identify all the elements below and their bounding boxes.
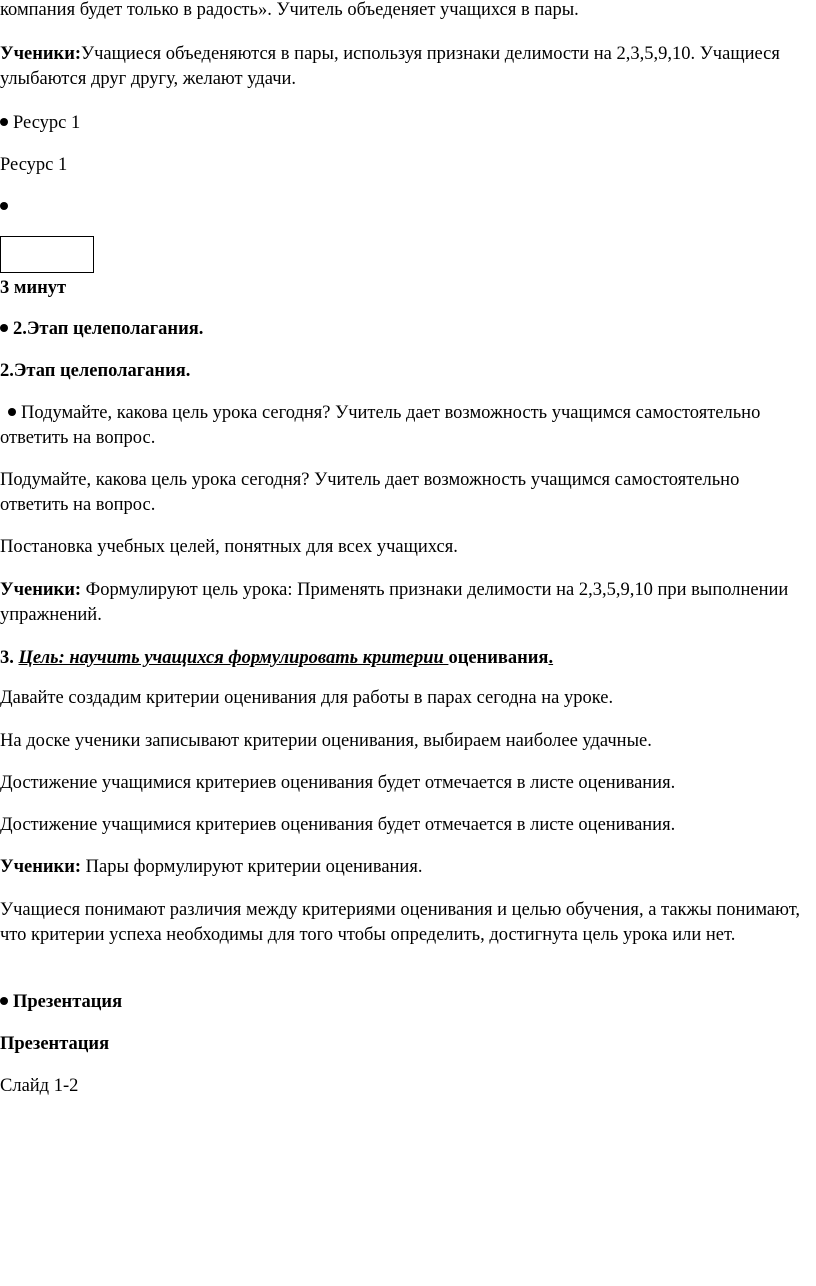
understanding-text: Учащиеся понимают различия между критериями оценивания и целью обучения, а такжы понимают, что критерии успеха необходимы для того чтобы определить, достигнута цель урока или нет. bbox=[0, 900, 801, 945]
bullet-presentation bbox=[0, 990, 806, 1015]
intro-text: компания будет только в радость». Учитель объеденяет учащихся в пары. bbox=[0, 0, 579, 20]
create-criteria-text: Давайте создадим критерии оценивания для работы в парах сегодна на уроке. bbox=[0, 688, 614, 708]
students-pairs-text: Учащиеся объеденяются в пары, используя признаки делимости на 2,3,5,9,10. Учащиеся улыбаются друг другу, желают удачи. bbox=[0, 44, 780, 89]
criteria-goal-number: 3. bbox=[0, 648, 19, 668]
time-text: 3 минут bbox=[0, 278, 67, 298]
paragraph-students-formulate bbox=[0, 578, 806, 628]
criteria-goal-italic: Цель: научить учащихся формулировать критерии bbox=[18, 648, 449, 668]
paragraph-achievement-2 bbox=[0, 813, 806, 838]
paragraph-board bbox=[0, 729, 806, 754]
bullet-icon bbox=[0, 324, 8, 332]
bullet-icon bbox=[0, 202, 8, 210]
achievement-text-1: Достижение учащимися критериев оценивания будет отмечается в листе оценивания. bbox=[0, 773, 676, 793]
bullet-icon bbox=[0, 118, 8, 126]
paragraph-resource bbox=[0, 153, 806, 178]
empty-frame-box bbox=[0, 236, 94, 273]
goals-setting-text: Постановка учебных целей, понятных для всех учащихся. bbox=[0, 537, 458, 557]
paragraph-slide bbox=[0, 1074, 806, 1099]
bullet-resource bbox=[0, 111, 806, 136]
paragraph-question bbox=[0, 468, 806, 518]
achievement-text-2: Достижение учащимися критериев оценивания будет отмечается в листе оценивания. bbox=[0, 815, 676, 835]
bullet-icon bbox=[0, 997, 8, 1005]
board-text: На доске ученики записывают критерии оценивания, выбираем наиболее удачные. bbox=[0, 731, 652, 751]
paragraph-understanding bbox=[0, 898, 806, 948]
paragraph-criteria-goal bbox=[0, 646, 806, 671]
paragraph-students-pairs bbox=[0, 42, 806, 92]
bullet-icon bbox=[8, 408, 16, 416]
paragraph-time bbox=[0, 276, 806, 301]
goal-stage-text: 2.Этап целеполагания. bbox=[0, 361, 191, 381]
resource-text: Ресурс 1 bbox=[0, 155, 68, 175]
paragraph-students-criteria bbox=[0, 855, 806, 880]
paragraph-presentation bbox=[0, 1032, 806, 1057]
paragraph-create-criteria bbox=[0, 686, 806, 711]
presentation-text: Презентация bbox=[0, 1034, 110, 1054]
bullet-goal-stage bbox=[0, 317, 806, 342]
paragraph-goal-stage bbox=[0, 359, 806, 384]
bullet-question-text: Подумайте, какова цель урока сегодня? Учитель дает возможность учащимся самостоятельно ответить на вопрос. bbox=[0, 403, 761, 448]
paragraph-intro bbox=[0, 0, 806, 23]
students-label: Ученики: bbox=[0, 44, 82, 64]
bullet-resource-text: Ресурс 1 bbox=[13, 113, 81, 133]
question-text: Подумайте, какова цель урока сегодня? Учитель дает возможность учащимся самостоятельно ответить на вопрос. bbox=[0, 470, 740, 515]
criteria-goal-dot: . bbox=[548, 648, 554, 668]
slide-text: Слайд 1-2 bbox=[0, 1076, 79, 1096]
paragraph-achievement-1 bbox=[0, 771, 806, 796]
bullet-question bbox=[0, 401, 806, 451]
criteria-goal-rest: оценивания bbox=[448, 648, 549, 668]
students-label: Ученики: bbox=[0, 857, 82, 877]
bullet-goal-stage-text: 2.Этап целеполагания. bbox=[13, 319, 204, 339]
students-formulate-text: Формулируют цель урока: Применять признаки делимости на 2,3,5,9,10 при выполнении упражнений. bbox=[0, 580, 789, 625]
students-criteria-text: Пары формулируют критерии оценивания. bbox=[81, 857, 423, 877]
students-label: Ученики: bbox=[0, 580, 82, 600]
bullet-empty bbox=[0, 195, 806, 220]
paragraph-goals-setting bbox=[0, 535, 806, 560]
bullet-presentation-text: Презентация bbox=[13, 992, 123, 1012]
